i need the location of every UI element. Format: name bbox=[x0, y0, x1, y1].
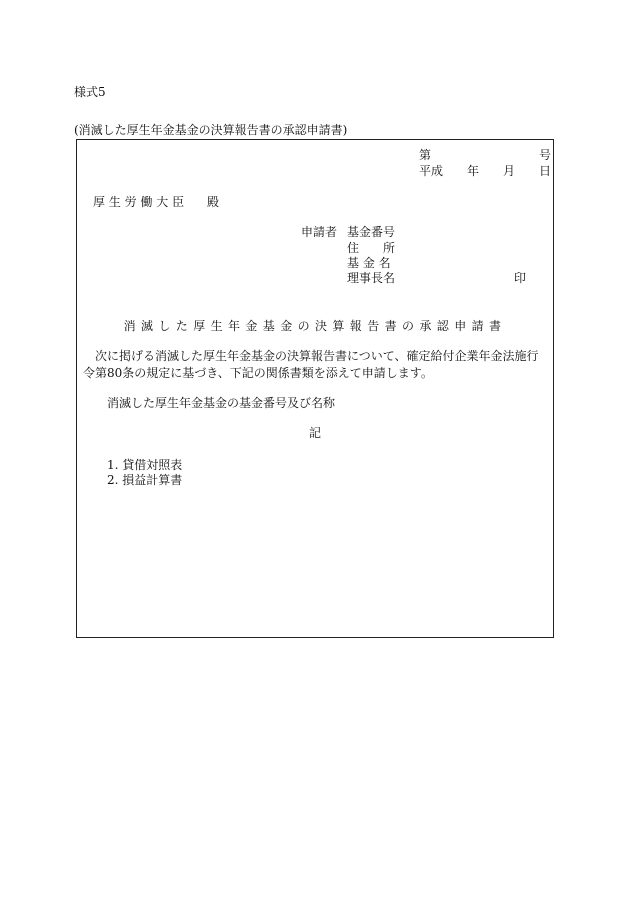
body-text: 次に掲げる消滅した厚生年金基金の決算報告書について、確定給付企業年金法施行令第80条の規定に基づき、下記の関係書類を添えて申請します。 bbox=[83, 349, 539, 380]
form-caption: (消滅した厚生年金基金の決算報告書の承認申請書) bbox=[74, 123, 348, 137]
applicant-address: 住 所 bbox=[347, 241, 396, 255]
seal-mark: 印 bbox=[514, 271, 527, 285]
applicant-label: 申請者 bbox=[301, 225, 338, 239]
list-item-balance-sheet: 1. 貸借対照表 bbox=[107, 458, 183, 472]
date-day: 日 bbox=[539, 164, 552, 178]
applicant-fund-number: 基金番号 bbox=[347, 225, 396, 239]
list-item-income-statement: 2. 損益計算書 bbox=[107, 473, 183, 487]
document-title: 消滅した厚生年金基金の決算報告書の承認申請書 bbox=[123, 319, 507, 333]
form-id: 様式5 bbox=[74, 85, 106, 99]
fund-line: 消滅した厚生年金基金の基金番号及び名称 bbox=[107, 396, 336, 410]
form-frame bbox=[76, 139, 554, 638]
date-month: 月 bbox=[503, 164, 516, 178]
ki-heading: 記 bbox=[308, 426, 321, 440]
applicant-fund-name: 基 金 名 bbox=[347, 256, 391, 270]
date-era: 平成 bbox=[419, 164, 444, 178]
applicant-director: 理事長名 bbox=[347, 271, 396, 285]
doc-number-prefix: 第 bbox=[419, 148, 432, 162]
date-year: 年 bbox=[467, 164, 480, 178]
addressee-honorific: 殿 bbox=[207, 195, 220, 209]
addressee-name: 厚 生 労 働 大 臣 bbox=[93, 195, 185, 209]
doc-number-suffix: 号 bbox=[539, 148, 552, 162]
